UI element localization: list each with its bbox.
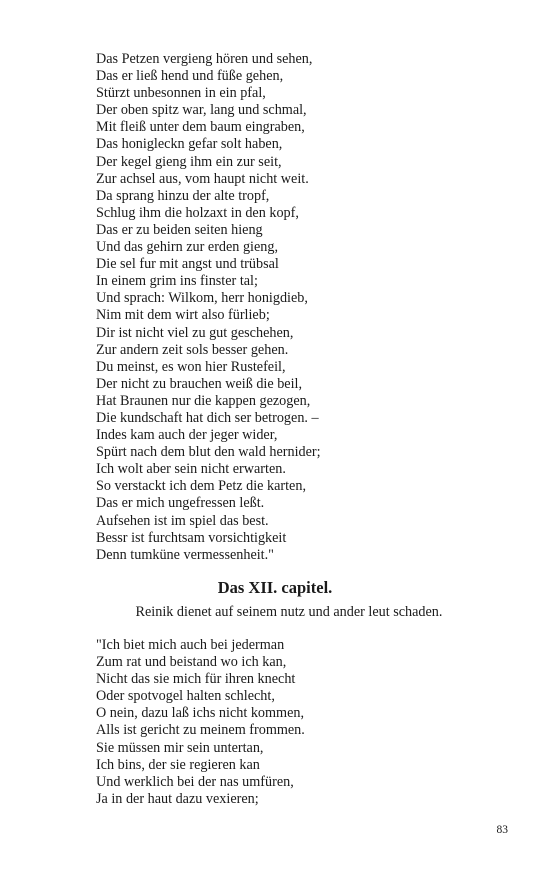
verse-line: Ja in der haut dazu vexieren; [96, 790, 259, 807]
verse-line: Das Petzen vergieng hören und sehen, [96, 51, 313, 67]
verse-line: Das er zu beiden seiten hieng [96, 221, 263, 238]
verse-line: Zur andern zeit sols besser gehen. [96, 341, 289, 358]
verse-line: Oder spotvogel halten schlecht, [96, 688, 275, 705]
verse-line: Indes kam auch der jeger wider, [96, 427, 278, 444]
verse-line: Ich bins, der sie regieren kan [96, 756, 260, 773]
verse-line: Denn tumküne vermessenheit." [96, 546, 274, 563]
verse-line: Der nicht zu brauchen weiß die beil, [96, 375, 303, 392]
page-number: 83 [496, 824, 508, 836]
verse-line: Der kegel gieng ihm ein zur seit, [96, 153, 282, 170]
verse-line: Nim mit dem wirt also fürlieb; [96, 307, 270, 324]
verse-line: Aufsehen ist im spiel das best. [96, 512, 269, 529]
verse-line: Dir ist nicht viel zu gut geschehen, [96, 324, 294, 341]
verse-line: So verstackt ich dem Petz die karten, [96, 478, 306, 495]
verse-line: Da sprang hinzu der alte tropf, [96, 187, 270, 204]
verse-line: Das er ließ hend und füße gehen, [96, 68, 284, 85]
verse-line: Du meinst, es won hier Rustefeil, [96, 358, 286, 375]
verse-line: Und werklich bei der nas umfüren, [96, 773, 294, 790]
chapter-summary: Reinik dienet auf seinem nutz und ander leut schaden. [135, 604, 443, 620]
verse-line: Die kundschaft hat dich ser betrogen. – [96, 409, 319, 426]
verse-line: Nicht das sie mich für ihren knecht [96, 671, 296, 688]
chapter-title: Das XII. capitel. [217, 578, 333, 597]
verse-line: Spürt nach dem blut den wald hernider; [96, 444, 321, 461]
verse-line: Und das gehirn zur erden gieng, [96, 239, 279, 256]
verse-line: Ich wolt aber sein nicht erwarten. [96, 461, 286, 478]
verse-line: Hat Braunen nur die kappen gezogen, [96, 392, 311, 409]
verse-line: Schlug ihm die holzaxt in den kopf, [96, 204, 299, 221]
verse-line: Stürzt unbesonnen in ein pfal, [96, 85, 266, 102]
verse-line: Sie müssen mir sein untertan, [96, 739, 264, 756]
verse-line: Das er mich ungefressen leßt. [96, 495, 265, 512]
verse-line: O nein, dazu laß ichs nicht kommen, [96, 705, 305, 722]
verse-line: Zum rat und beistand wo ich kan, [96, 654, 287, 671]
verse-line: Und sprach: Wilkom, herr honigdieb, [96, 290, 308, 307]
verse-line: Bessr ist furchtsam vorsichtigkeit [96, 529, 287, 546]
verse-line: Zur achsel aus, vom haupt nicht weit. [96, 170, 309, 187]
verse-line: "Ich biet mich auch bei jederman [96, 637, 285, 653]
verse-line: In einem grim ins finster tal; [96, 273, 258, 290]
poem-stanza [96, 51, 321, 564]
poem-stanza [96, 637, 305, 808]
verse-line: Alls ist gericht zu meinem frommen. [96, 722, 305, 739]
verse-line: Die sel fur mit angst und trübsal [96, 256, 279, 273]
verse-line: Das honigleckn gefar solt haben, [96, 136, 283, 153]
verse-line: Mit fleiß unter dem baum eingraben, [96, 119, 305, 136]
verse-line: Der oben spitz war, lang und schmal, [96, 102, 307, 119]
